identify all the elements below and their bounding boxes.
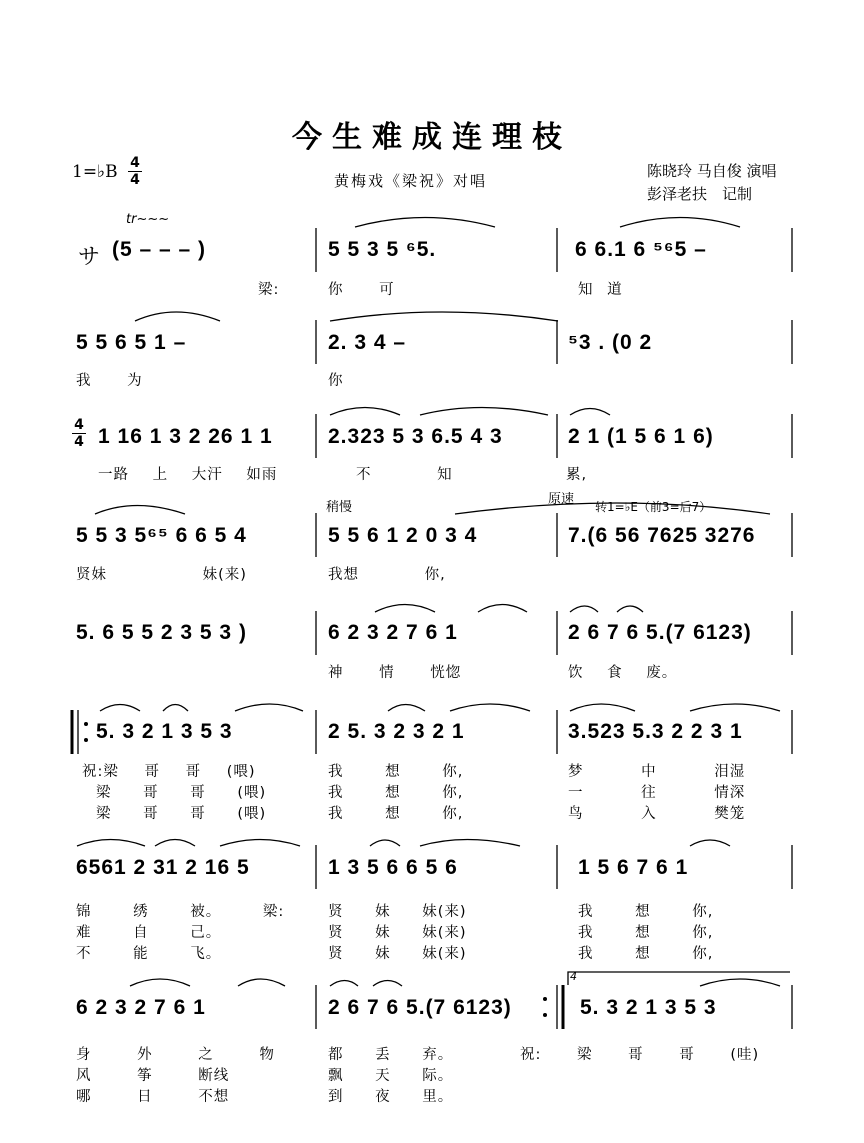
system8-measure1-notes: 6 2 3 2 7 6 1 — [76, 996, 206, 1019]
system2-measure1-lyrics: 我 为 — [76, 373, 143, 389]
free-tempo-mark: サ — [78, 245, 101, 270]
system3-measure2-notes: 2.323 5 3 6.5 4 3 — [328, 425, 503, 448]
system6-measure3-lyrics3: 鸟 入 樊笼 — [568, 806, 746, 822]
tempo-original: 原速 — [548, 492, 575, 507]
system1-measure1-lyrics: 梁: — [258, 282, 280, 298]
system5-measure3-lyrics: 饮 食 废。 — [568, 665, 678, 681]
system7-measure2-lyrics1: 贤 妹 妹(来) — [328, 904, 467, 920]
system7-measure1-lyrics2: 难 自 己。 — [76, 925, 222, 941]
system2-measure2-lyrics: 你 — [328, 373, 344, 389]
system2-measure3-notes: ⁵3 . (0 2 — [568, 331, 653, 354]
system4-measure3-notes: 7.(6 56 7625 3276 — [568, 524, 756, 547]
time-signature-top: 4 — [130, 155, 140, 171]
ending-number: 4 — [570, 970, 577, 983]
time-signature-inline-bottom: 4 — [74, 434, 84, 450]
system7-measure3-lyrics2: 我 想 你, — [578, 925, 714, 941]
system4-measure2-notes: 5 5 6 1 2 0 3 4 — [328, 524, 478, 547]
performers: 陈晓玲 马自俊 演唱 — [647, 162, 777, 180]
trill-mark: tr~~~ — [126, 212, 170, 227]
system5-measure3-notes: 2 6 7 6 5.(7 6123) — [568, 621, 752, 644]
system8-measure1-lyrics1: 身 外 之 物 — [76, 1047, 275, 1063]
system7-measure1-notes: 6561 2 31 2 16 5 — [76, 856, 250, 879]
system6-measure2-notes: 2 5. 3 2 3 2 1 — [328, 720, 465, 743]
system1-measure3-lyrics: 知 道 — [578, 282, 623, 298]
system6-measure3-notes: 3.523 5.3 2 2 3 1 — [568, 720, 743, 743]
system6-measure2-lyrics2: 我 想 你, — [328, 785, 464, 801]
system6-measure2-lyrics1: 我 想 你, — [328, 764, 464, 780]
transcriber: 彭泽老扶 记制 — [647, 185, 753, 203]
system6-measure3-lyrics1: 梦 中 泪湿 — [568, 764, 746, 780]
system1-measure2-lyrics: 你 可 — [328, 282, 395, 298]
page-title: 今生难成连理枝 — [292, 120, 572, 155]
system8-measure1-lyrics2: 风 筝 断线 — [76, 1068, 230, 1084]
system2-measure1-notes: 5 5 6 5 1 – — [76, 331, 187, 354]
system3-measure1-lyrics: 一路 上 大汗 如雨 — [98, 467, 278, 483]
modulation-mark: 转1=♭E（前3=后7） — [595, 500, 712, 514]
subtitle: 黄梅戏《梁祝》对唱 — [334, 172, 488, 190]
system4-measure1-notes: 5 5 3 5⁶⁵ 6 6 5 4 — [76, 524, 247, 547]
system5-measure2-notes: 6 2 3 2 7 6 1 — [328, 621, 458, 644]
system7-measure1-lyrics1: 锦 绣 被。 梁: — [76, 904, 285, 920]
system1-measure3-notes: 6 6.1 6 ⁵⁶5 – — [575, 238, 707, 261]
system7-measure3-lyrics3: 我 想 你, — [578, 946, 714, 962]
system2-measure2-notes: 2. 3 4 – — [328, 331, 407, 354]
system6-measure1-notes: 5. 3 2 1 3 5 3 — [96, 720, 233, 743]
system6-measure1-lyrics1: 祝:梁 哥 哥 (喂) — [82, 764, 256, 780]
system7-measure2-notes: 1 3 5 6 6 5 6 — [328, 856, 458, 879]
system8-measure2-notes: 2 6 7 6 5.(7 6123) — [328, 996, 512, 1019]
system8-measure2-lyrics2: 飘 天 际。 — [328, 1068, 454, 1084]
system3-measure1-notes: 1 16 1 3 2 26 1 1 — [98, 425, 273, 448]
system5-measure2-lyrics: 神 情 恍惚 — [328, 665, 462, 681]
system1-measure2-notes: 5 5 3 5 ⁶5. — [328, 238, 437, 261]
system7-measure2-lyrics2: 贤 妹 妹(来) — [328, 925, 467, 941]
system1-measure1-notes: (5 – – – ) — [112, 238, 207, 261]
time-signature-bottom: 4 — [130, 172, 140, 188]
system7-measure3-lyrics1: 我 想 你, — [578, 904, 714, 920]
system6-measure3-lyrics2: 一 往 情深 — [568, 785, 746, 801]
system3-measure3-lyrics: 累, — [566, 467, 588, 483]
system8-measure3-lyrics1: 祝: 梁 哥 哥 (哇) — [520, 1047, 760, 1063]
tempo-slower: 稍慢 — [326, 500, 353, 515]
system7-measure1-lyrics3: 不 能 飞。 — [76, 946, 222, 962]
system8-measure3-notes: 5. 3 2 1 3 5 3 — [580, 996, 717, 1019]
system7-measure2-lyrics3: 贤 妹 妹(来) — [328, 946, 467, 962]
system3-measure2-lyrics: 不 知 — [356, 467, 453, 483]
system5-measure1-notes: 5. 6 5 5 2 3 5 3 ) — [76, 621, 247, 644]
system6-measure1-lyrics2: 梁 哥 哥 (喂) — [96, 785, 267, 801]
system8-measure2-lyrics1: 都 丢 弃。 — [328, 1047, 454, 1063]
system4-measure1-lyrics: 贤妹 妹(来) — [76, 567, 247, 583]
key-signature: 1=♭B — [72, 162, 118, 182]
time-signature-inline-top: 4 — [74, 417, 84, 433]
time-signature-inline — [72, 418, 86, 449]
system7-measure3-notes: 1 5 6 7 6 1 — [578, 856, 689, 879]
system4-measure2-lyrics: 我想 你, — [328, 567, 446, 583]
system6-measure2-lyrics3: 我 想 你, — [328, 806, 464, 822]
system6-measure1-lyrics3: 梁 哥 哥 (喂) — [96, 806, 267, 822]
system8-measure1-lyrics3: 哪 日 不想 — [76, 1089, 230, 1105]
system3-measure3-notes: 2 1 (1 5 6 1 6) — [568, 425, 714, 448]
system8-measure2-lyrics3: 到 夜 里。 — [328, 1089, 454, 1105]
